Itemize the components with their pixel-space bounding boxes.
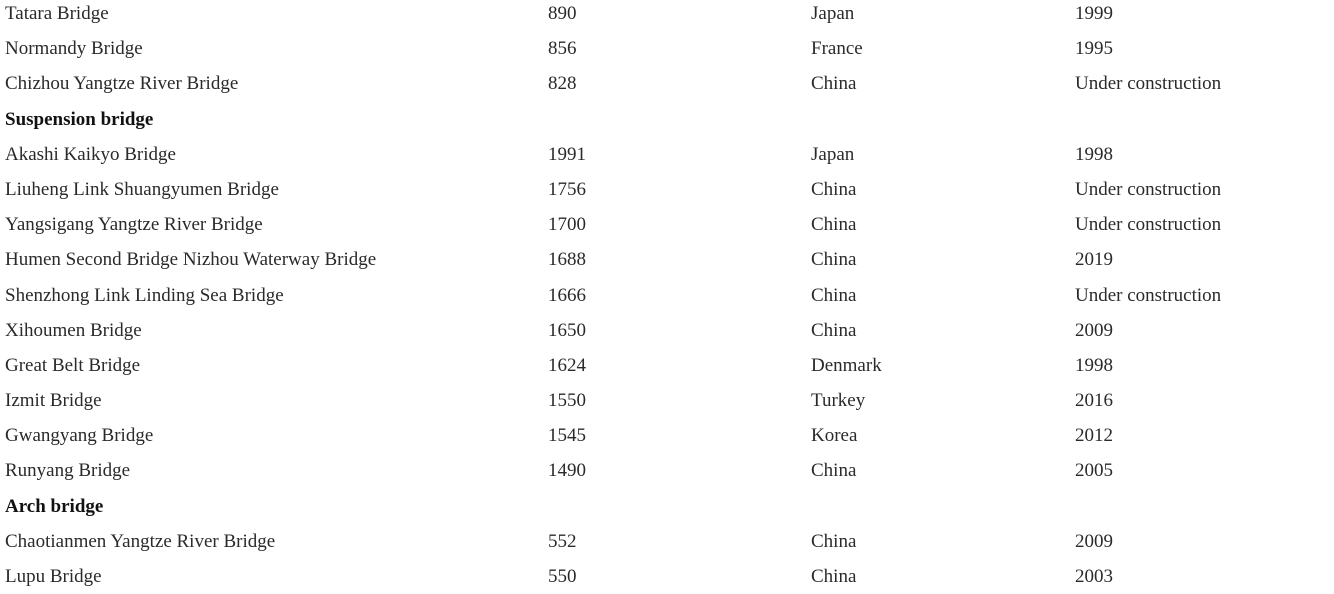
year-cell: 2016: [1075, 390, 1113, 412]
span-length-cell: 1756: [548, 178, 586, 200]
section-title: Arch bridge: [5, 495, 104, 517]
table-row: [0, 453, 1334, 488]
country-cell: Denmark: [811, 354, 882, 376]
table-row: [0, 172, 1334, 207]
year-cell: Under construction: [1075, 284, 1222, 306]
country-cell: China: [811, 566, 857, 587]
span-length-cell: 890: [548, 3, 577, 24]
bridge-name-cell: Normandy Bridge: [5, 38, 143, 60]
year-cell: 2003: [1075, 566, 1113, 587]
bridge-name-cell: Shenzhong Link Linding Sea Bridge: [5, 284, 284, 306]
bridge-name-cell: Tatara Bridge: [5, 3, 109, 24]
table-row: [0, 31, 1334, 66]
span-length-cell: 1666: [548, 284, 586, 306]
year-cell: Under construction: [1075, 73, 1222, 95]
table-row: [0, 524, 1334, 559]
span-length-cell: 1545: [548, 425, 586, 447]
span-length-cell: 1624: [548, 354, 586, 376]
span-length-cell: 1991: [548, 143, 586, 165]
year-cell: 2009: [1075, 319, 1113, 341]
year-cell: 1998: [1075, 354, 1113, 376]
year-cell: 2009: [1075, 530, 1113, 552]
country-cell: China: [811, 530, 857, 552]
bridge-name-cell: Xihoumen Bridge: [5, 319, 142, 341]
bridge-name-cell: Gwangyang Bridge: [5, 425, 154, 447]
span-length-cell: 552: [548, 530, 577, 552]
table-row: [0, 559, 1334, 594]
span-length-cell: 828: [548, 73, 577, 95]
country-cell: China: [811, 178, 857, 200]
year-cell: 2005: [1075, 460, 1113, 482]
country-cell: Korea: [811, 425, 858, 447]
section-title: Suspension bridge: [5, 108, 154, 130]
section-header-row: [0, 102, 1334, 137]
span-length-cell: 1650: [548, 319, 586, 341]
country-cell: China: [811, 214, 857, 236]
year-cell: 2012: [1075, 425, 1113, 447]
table-row: [0, 242, 1334, 277]
bridge-name-cell: Akashi Kaikyo Bridge: [5, 143, 176, 165]
bridge-name-cell: Liuheng Link Shuangyumen Bridge: [5, 178, 279, 200]
country-cell: China: [811, 460, 857, 482]
table-row: [0, 383, 1334, 418]
span-length-cell: 1688: [548, 249, 586, 271]
span-length-cell: 550: [548, 566, 577, 587]
bridge-name-cell: Great Belt Bridge: [5, 354, 141, 376]
table-row: [0, 313, 1334, 348]
table-row: [0, 348, 1334, 383]
bridge-name-cell: Chaotianmen Yangtze River Bridge: [5, 530, 276, 552]
year-cell: Under construction: [1075, 214, 1222, 236]
table-row: [0, 137, 1334, 172]
year-cell: 1995: [1075, 38, 1113, 60]
bridge-name-cell: Lupu Bridge: [5, 566, 102, 587]
bridge-name-cell: Humen Second Bridge Nizhou Waterway Bridge: [5, 249, 377, 271]
table-row: [0, 418, 1334, 453]
table-row: [0, 207, 1334, 242]
table-row: [0, 0, 1334, 31]
country-cell: Japan: [811, 143, 855, 165]
country-cell: China: [811, 319, 857, 341]
span-length-cell: 1550: [548, 390, 586, 412]
year-cell: Under construction: [1075, 178, 1222, 200]
section-header-row: [0, 489, 1334, 524]
country-cell: China: [811, 249, 857, 271]
span-length-cell: 1490: [548, 460, 586, 482]
year-cell: 2019: [1075, 249, 1113, 271]
country-cell: China: [811, 73, 857, 95]
year-cell: 1998: [1075, 143, 1113, 165]
table-row: [0, 278, 1334, 313]
table-row: [0, 66, 1334, 101]
country-cell: France: [811, 38, 863, 60]
country-cell: Japan: [811, 3, 855, 24]
bridge-name-cell: Runyang Bridge: [5, 460, 131, 482]
bridge-name-cell: Chizhou Yangtze River Bridge: [5, 73, 239, 95]
span-length-cell: 1700: [548, 214, 586, 236]
country-cell: Turkey: [811, 390, 866, 412]
bridge-name-cell: Yangsigang Yangtze River Bridge: [5, 214, 263, 236]
span-length-cell: 856: [548, 38, 577, 60]
year-cell: 1999: [1075, 3, 1113, 24]
bridge-name-cell: Izmit Bridge: [5, 390, 102, 412]
country-cell: China: [811, 284, 857, 306]
